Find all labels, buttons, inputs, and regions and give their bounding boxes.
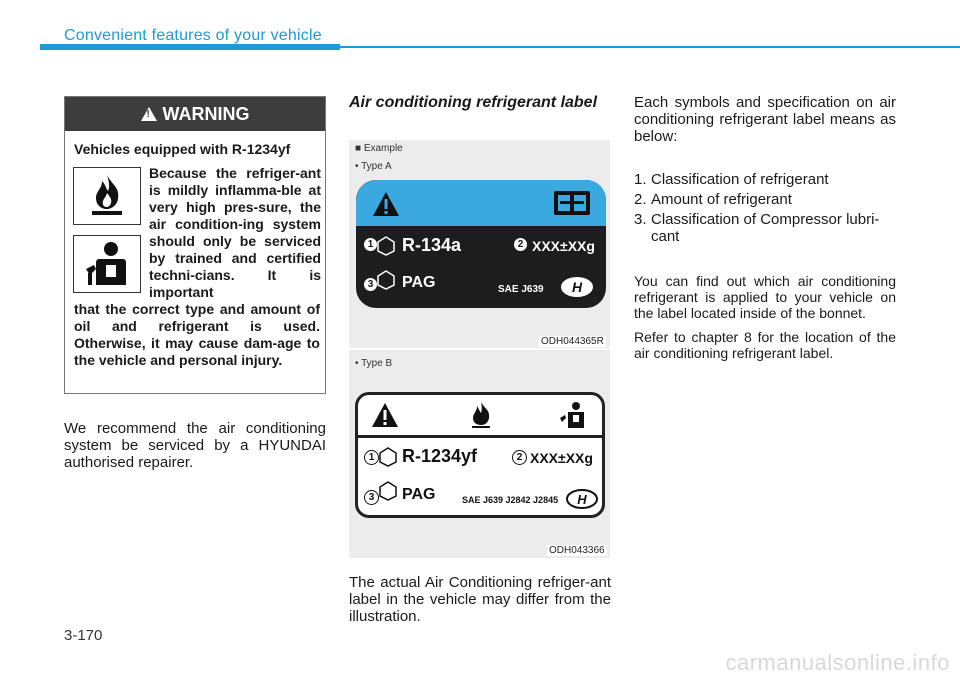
- type-b-refrigerant: R-1234yf: [402, 446, 478, 466]
- marker-3: 3: [364, 278, 377, 291]
- svg-text:H: H: [577, 492, 587, 507]
- service-technician-icon: [73, 235, 141, 293]
- manual-book-icon: [552, 189, 592, 217]
- type-b-standard: SAE J639 J2842 J2845: [462, 495, 559, 505]
- caution-icon: [371, 190, 401, 218]
- marker-2: 2: [512, 450, 527, 465]
- example-label: ■ Example: [355, 143, 403, 154]
- type-a-label: • Type A: [355, 161, 392, 172]
- lubricant-icon: [376, 479, 400, 503]
- svg-text:H: H: [571, 279, 583, 295]
- warning-text-wide: that the correct type and amount of oil and refrigerant is used. Otherwise, it may cause dam-age to the vehicle and personal injury.: [74, 301, 320, 368]
- type-a-refrigerant: R-134a: [402, 235, 462, 255]
- label-disclaimer: The actual Air Conditioning refriger-ant label in the vehicle may differ from the illustration.: [349, 574, 611, 625]
- symbols-intro: Each symbols and specification on air conditioning refrigerant label means as below:: [634, 94, 896, 145]
- type-b-amount: XXX±XXg: [530, 450, 593, 466]
- hyundai-logo-icon: [566, 488, 598, 510]
- type-a-code: ODH044365R: [541, 336, 604, 347]
- watermark: carmanualsonline.info: [725, 650, 950, 675]
- page-number: 3-170: [64, 627, 103, 644]
- type-b-lubricant: PAG: [402, 486, 436, 503]
- chapter-reference-text: Refer to chapter 8 for the location of the air conditioning refrigerant label.: [634, 329, 896, 361]
- list-item: 3. Classification of Compressor lubri-cant: [634, 211, 880, 245]
- warning-heading-text: WARNING: [162, 103, 250, 124]
- type-b-label: • Type B: [355, 358, 393, 369]
- flammable-icon: [468, 400, 494, 430]
- warning-subtitle: Vehicles equipped with R-1234yf: [74, 141, 291, 157]
- left-paragraph: We recommend the air conditioning system be serviced by a HYUNDAI authorised repairer.: [64, 420, 326, 471]
- label-section-title: Air conditioning refrigerant label: [349, 94, 598, 111]
- list-item: 2. Amount of refrigerant: [634, 191, 792, 208]
- hyundai-logo-icon: [560, 276, 594, 298]
- refrigerant-icon: [376, 445, 400, 469]
- marker-3: 3: [364, 490, 379, 505]
- warning-triangle-icon: [141, 107, 157, 121]
- refrigerant-icon: [374, 234, 398, 258]
- type-a-standard: SAE J639: [498, 284, 544, 295]
- warning-text-narrow: Because the refriger-ant is mildly inflamma-ble at very high pres-sure, the air condition-ing system should only be serviced by trained and certified techni-cians. It is important: [149, 165, 321, 300]
- type-a-lubricant: PAG: [402, 274, 436, 291]
- warning-heading: [65, 97, 325, 131]
- marker-1: 1: [364, 450, 379, 465]
- label-location-text: You can find out which air conditioning refrigerant is applied to your vehicle on the label located inside of the bonnet.: [634, 273, 896, 321]
- type-a-amount: XXX±XXg: [532, 238, 595, 254]
- warning-box: [64, 96, 326, 394]
- marker-1: 1: [364, 238, 377, 251]
- section-title: Convenient features of your vehicle: [64, 27, 322, 44]
- service-technician-icon: [558, 400, 588, 430]
- header-rule-accent: [40, 44, 340, 50]
- type-b-refrigerant-label: [355, 392, 605, 518]
- lubricant-icon: [374, 268, 398, 292]
- marker-2: 2: [514, 238, 527, 251]
- type-b-code: ODH043366: [549, 545, 605, 556]
- list-item: 1. Classification of refrigerant: [634, 171, 829, 188]
- type-a-refrigerant-label: [356, 180, 606, 308]
- caution-icon: [370, 401, 400, 429]
- flammable-icon: [73, 167, 141, 225]
- symbols-list: [634, 171, 896, 248]
